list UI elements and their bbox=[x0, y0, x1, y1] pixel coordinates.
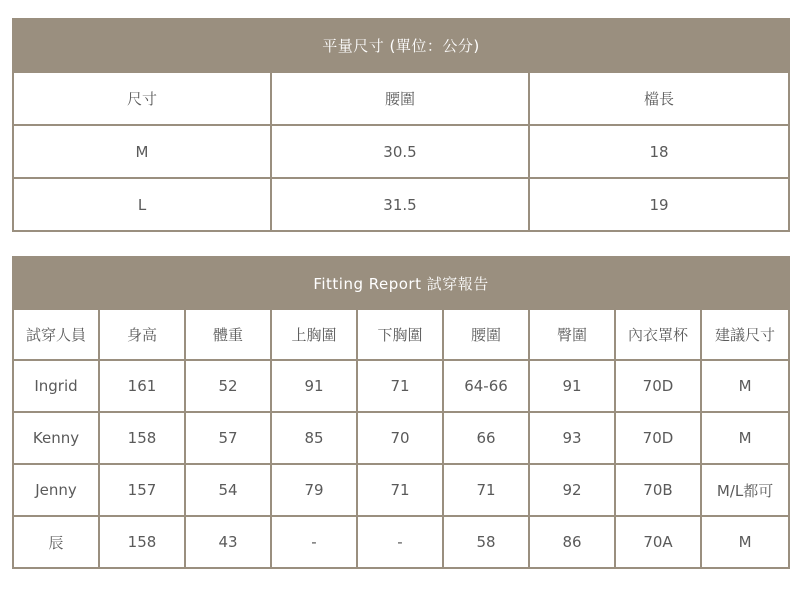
table-row bbox=[13, 360, 789, 412]
waist-cell: 31.5 bbox=[271, 178, 529, 231]
fit-header-under-bust: 下胸圍 bbox=[357, 309, 443, 360]
table-row bbox=[13, 412, 789, 464]
fit-header-waist: 腰圍 bbox=[443, 309, 529, 360]
suggested-size-cell: M bbox=[701, 360, 789, 412]
fit-header-weight: 體重 bbox=[185, 309, 271, 360]
size-cell: M bbox=[13, 125, 271, 178]
table-row bbox=[13, 125, 789, 178]
cup-cell: 70D bbox=[615, 412, 701, 464]
height-cell: 157 bbox=[99, 464, 185, 516]
table-row bbox=[13, 516, 789, 568]
hip-cell: 92 bbox=[529, 464, 615, 516]
size-header-rise: 檔長 bbox=[529, 72, 789, 125]
fit-header-upper-bust: 上胸圍 bbox=[271, 309, 357, 360]
fitting-table-title-row bbox=[13, 257, 789, 309]
size-table bbox=[12, 18, 790, 232]
size-table-title: 平量尺寸 (單位：公分) bbox=[13, 19, 789, 72]
upper-bust-cell: 79 bbox=[271, 464, 357, 516]
cup-cell: 70D bbox=[615, 360, 701, 412]
rise-cell: 18 bbox=[529, 125, 789, 178]
waist-cell: 66 bbox=[443, 412, 529, 464]
table-row bbox=[13, 464, 789, 516]
size-header-waist: 腰圍 bbox=[271, 72, 529, 125]
weight-cell: 52 bbox=[185, 360, 271, 412]
hip-cell: 86 bbox=[529, 516, 615, 568]
waist-cell: 71 bbox=[443, 464, 529, 516]
upper-bust-cell: 91 bbox=[271, 360, 357, 412]
cup-cell: 70B bbox=[615, 464, 701, 516]
suggested-size-cell: M bbox=[701, 516, 789, 568]
size-table-title-row bbox=[13, 19, 789, 72]
fitting-report-table bbox=[12, 256, 790, 569]
fitting-table-header-row bbox=[13, 309, 789, 360]
height-cell: 158 bbox=[99, 516, 185, 568]
waist-cell: 30.5 bbox=[271, 125, 529, 178]
height-cell: 161 bbox=[99, 360, 185, 412]
under-bust-cell: - bbox=[357, 516, 443, 568]
waist-cell: 64-66 bbox=[443, 360, 529, 412]
rise-cell: 19 bbox=[529, 178, 789, 231]
fit-header-tester: 試穿人員 bbox=[13, 309, 99, 360]
size-header-size: 尺寸 bbox=[13, 72, 271, 125]
suggested-size-cell: M bbox=[701, 412, 789, 464]
under-bust-cell: 71 bbox=[357, 360, 443, 412]
weight-cell: 57 bbox=[185, 412, 271, 464]
upper-bust-cell: 85 bbox=[271, 412, 357, 464]
under-bust-cell: 71 bbox=[357, 464, 443, 516]
tester-cell: Ingrid bbox=[13, 360, 99, 412]
size-table-header-row bbox=[13, 72, 789, 125]
tester-cell: Kenny bbox=[13, 412, 99, 464]
under-bust-cell: 70 bbox=[357, 412, 443, 464]
hip-cell: 93 bbox=[529, 412, 615, 464]
fit-header-hip: 臀圍 bbox=[529, 309, 615, 360]
fit-header-cup: 內衣罩杯 bbox=[615, 309, 701, 360]
weight-cell: 54 bbox=[185, 464, 271, 516]
hip-cell: 91 bbox=[529, 360, 615, 412]
tester-cell: Jenny bbox=[13, 464, 99, 516]
size-cell: L bbox=[13, 178, 271, 231]
fit-header-height: 身高 bbox=[99, 309, 185, 360]
fit-header-suggested-size: 建議尺寸 bbox=[701, 309, 789, 360]
tester-cell: 辰 bbox=[13, 516, 99, 568]
fitting-table-title: Fitting Report 試穿報告 bbox=[13, 257, 789, 309]
weight-cell: 43 bbox=[185, 516, 271, 568]
cup-cell: 70A bbox=[615, 516, 701, 568]
table-row bbox=[13, 178, 789, 231]
upper-bust-cell: - bbox=[271, 516, 357, 568]
height-cell: 158 bbox=[99, 412, 185, 464]
suggested-size-cell: M/L都可 bbox=[701, 464, 789, 516]
waist-cell: 58 bbox=[443, 516, 529, 568]
